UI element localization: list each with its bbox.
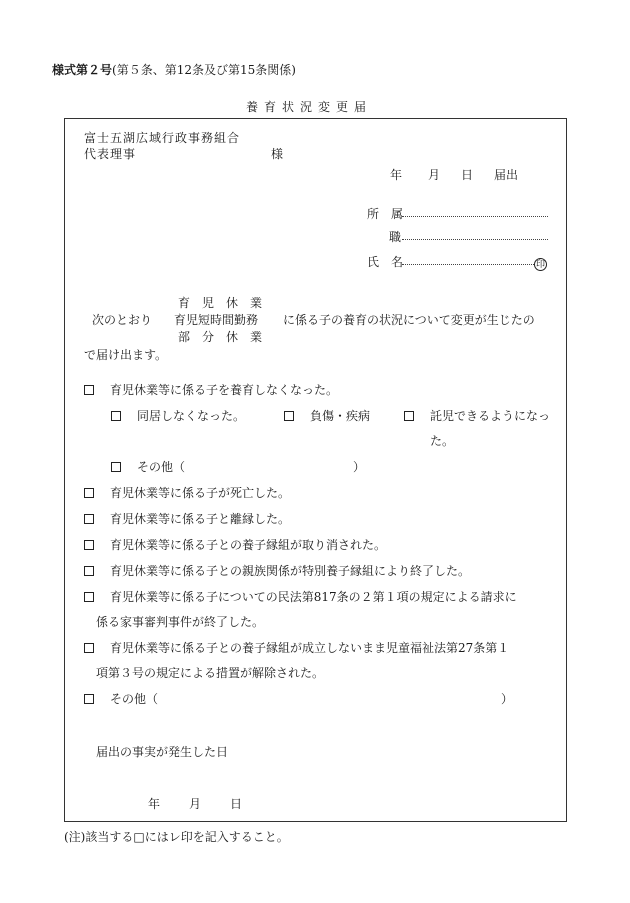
checkbox[interactable] bbox=[284, 411, 294, 421]
occurrence-year: 年 bbox=[148, 797, 161, 811]
sub-item-other: その他（ bbox=[111, 460, 185, 474]
sub-item-other-close: ） bbox=[353, 460, 366, 474]
occurrence-month: 月 bbox=[189, 797, 202, 811]
date-filed: 届出 bbox=[494, 168, 519, 182]
post-field[interactable] bbox=[402, 228, 548, 240]
occurrence-day: 日 bbox=[230, 797, 243, 811]
date-year: 年 bbox=[390, 168, 403, 182]
intro-suffix: に係る子の養育の状況について変更が生じたの bbox=[283, 313, 535, 327]
checkbox[interactable] bbox=[404, 411, 414, 421]
sub-item-childcare-available: 託児できるようになっ bbox=[404, 409, 550, 423]
checkbox[interactable] bbox=[84, 514, 94, 524]
addressee-honorific: 様 bbox=[271, 147, 284, 161]
checkbox[interactable] bbox=[111, 462, 121, 472]
checkbox[interactable] bbox=[84, 643, 94, 653]
checklist-item-adoption-cancelled: 育児休業等に係る子との養子縁組が取り消された。 bbox=[84, 538, 386, 552]
checklist-item-civil-code: 育児休業等に係る子についての民法第817条の２第１項の規定による請求に bbox=[84, 590, 517, 604]
seal-mark bbox=[534, 254, 547, 271]
leave-type-childcare: 育 児 休 業 bbox=[178, 296, 263, 310]
dept-field[interactable] bbox=[402, 205, 548, 217]
form-number: 様式第２号 bbox=[52, 63, 113, 77]
seal-icon: 印 bbox=[535, 260, 545, 270]
dept-label: 所 属 bbox=[367, 207, 404, 221]
intro-line2: で届け出ます。 bbox=[84, 348, 168, 362]
footnote: (注)該当する□にはレ印を記入すること。 bbox=[64, 830, 289, 844]
leave-type-short-hours: 育児短時間勤務 bbox=[174, 313, 259, 327]
checkbox[interactable] bbox=[84, 385, 94, 395]
intro-prefix: 次のとおり bbox=[92, 313, 153, 327]
occurrence-label: 届出の事実が発生した日 bbox=[96, 745, 229, 759]
page-title: 養育状況変更届 bbox=[246, 100, 373, 114]
checklist-item-not-raising: 育児休業等に係る子を養育しなくなった。 bbox=[84, 383, 338, 397]
addressee-role: 代表理事 bbox=[84, 147, 137, 161]
addressee-org: 富士五湖広域行政事務組合 bbox=[84, 131, 241, 145]
sub-item-childcare-available-cont: た。 bbox=[430, 434, 455, 448]
checklist-item-civil-code-cont: 係る家事審判事件が終了した。 bbox=[96, 615, 265, 629]
checkbox[interactable] bbox=[84, 694, 94, 704]
checklist-item-child-welfare: 育児休業等に係る子との養子縁組が成立しないまま児童福祉法第27条第１ bbox=[84, 641, 509, 655]
name-label: 氏 名 bbox=[367, 255, 404, 269]
checkbox[interactable] bbox=[84, 592, 94, 602]
date-month: 月 bbox=[428, 168, 441, 182]
checkbox[interactable] bbox=[84, 488, 94, 498]
checklist-item-death: 育児休業等に係る子が死亡した。 bbox=[84, 486, 290, 500]
form-header bbox=[52, 63, 296, 77]
leave-type-partial: 部 分 休 業 bbox=[178, 330, 263, 344]
form-reference: (第５条、第12条及び第15条関係) bbox=[112, 63, 296, 77]
name-field[interactable] bbox=[402, 253, 534, 265]
checkbox[interactable] bbox=[84, 540, 94, 550]
date-day: 日 bbox=[461, 168, 474, 182]
checklist-item-child-welfare-cont: 項第３号の規定による措置が解除された。 bbox=[96, 666, 325, 680]
checklist-item-dissolution: 育児休業等に係る子と離縁した。 bbox=[84, 512, 290, 526]
checkbox[interactable] bbox=[111, 411, 121, 421]
post-label: 職 bbox=[389, 230, 402, 244]
sub-item-injury: 負傷・疾病 bbox=[284, 409, 370, 423]
sub-item-not-cohabiting: 同居しなくなった。 bbox=[111, 409, 245, 423]
checklist-item-other: その他（ bbox=[84, 692, 158, 706]
checklist-item-other-close: ） bbox=[501, 692, 514, 706]
checklist-item-special-adoption: 育児休業等に係る子との親族関係が特別養子縁組により終了した。 bbox=[84, 564, 470, 578]
checkbox[interactable] bbox=[84, 566, 94, 576]
